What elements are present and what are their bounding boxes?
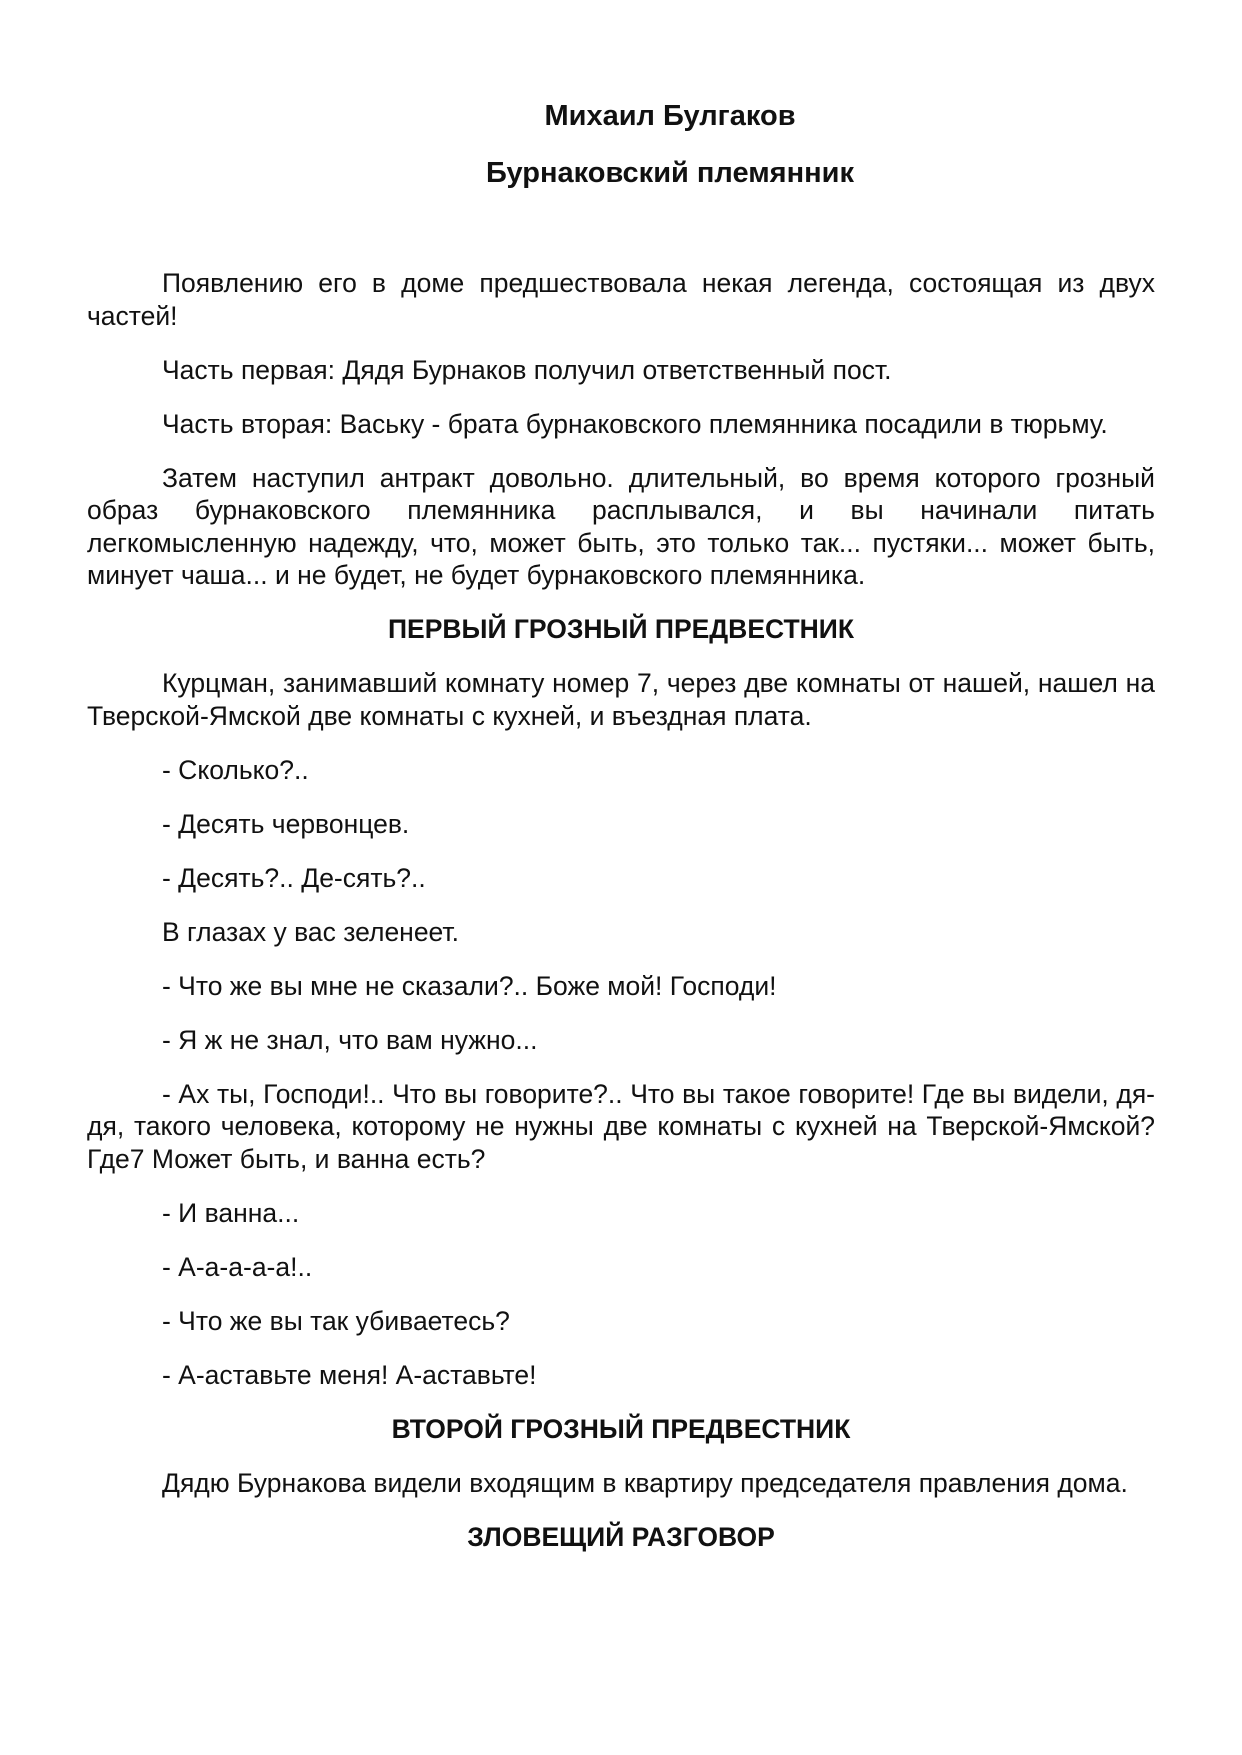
- paragraph: В глазах у вас зеленеет.: [162, 916, 459, 947]
- document-title: Бурнаковский племянник: [486, 157, 854, 189]
- paragraph: Дядю Бурнакова видели входящим в квартиру председателя правления дома.: [162, 1467, 1128, 1498]
- section-heading-second: ВТОРОЙ ГРОЗНЫЙ ПРЕДВЕСТНИК: [391, 1413, 851, 1444]
- section-heading-third: ЗЛОВЕЩИЙ РАЗГОВОР: [467, 1521, 775, 1552]
- dialogue-line: - Десять?.. Де-сять?..: [162, 862, 426, 893]
- section-heading-first: ПЕРВЫЙ ГРОЗНЫЙ ПРЕДВЕСТНИК: [387, 614, 855, 644]
- dialogue-line: - И ванна...: [162, 1197, 300, 1228]
- paragraph: Затем наступил антракт довольно. длительный, во время которого грозный образ бурнаковского племянника расплывался, и вы начинали питать легкомысленную надежду, что, может быть, это только так... пустяки... может быть, минует чаша... и не будет, не будет бурнаковского племянника.: [87, 462, 1155, 590]
- dialogue-line: - Сколько?..: [162, 754, 309, 785]
- paragraph: Курцман, занимавший комнату номер 7, через две комнаты от нашей, нашел на Тверской-Ямской две комнаты с кухней, и въездная плата.: [87, 668, 1155, 731]
- dialogue-line: - А-а-а-а-а!..: [162, 1251, 313, 1282]
- dialogue-line: - Что же вы так убиваетесь?: [162, 1305, 510, 1336]
- paragraph: Часть первая: Дядя Бурнаков получил ответственный пост.: [162, 354, 892, 385]
- dialogue-line: - А-аставьте меня! А-аставьте!: [162, 1359, 537, 1390]
- dialogue-line: - Что же вы мне не сказали?.. Боже мой! Господи!: [162, 970, 777, 1001]
- document-page: [87, 0, 1155, 1575]
- dialogue-line: - Я ж не знал, что вам нужно...: [162, 1024, 538, 1055]
- document-body: [87, 267, 1155, 1553]
- dialogue-line: - Десять червонцев.: [162, 808, 410, 839]
- paragraph: Появлению его в доме предшествовала некая легенда, состоящая из двух частей!: [87, 268, 1155, 331]
- dialogue-line: - Ах ты, Господи!.. Что вы говорите?.. Что вы такое говорите! Где вы видели, дя-дя, такого человека, которому не нужны две комнаты с кухней на Тверской-Ямской? Где7 Может быть, и ванна есть?: [87, 1078, 1155, 1174]
- paragraph: Часть вторая: Ваську - брата бурнаковского племянника посадили в тюрьму.: [162, 408, 1108, 439]
- author-name: Михаил Булгаков: [544, 100, 796, 132]
